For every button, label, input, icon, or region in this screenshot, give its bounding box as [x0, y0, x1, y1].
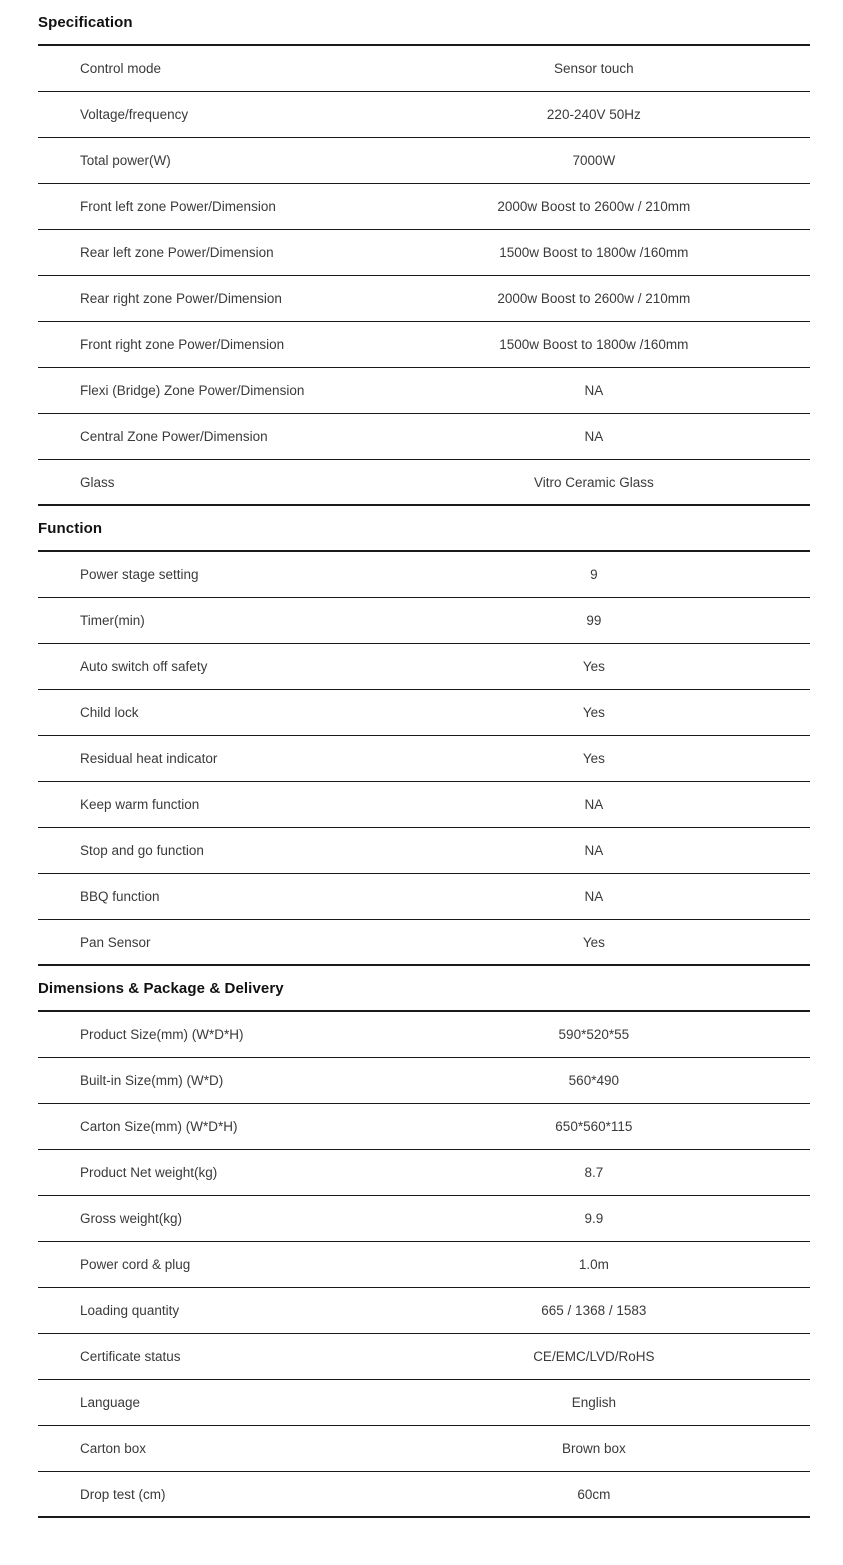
- row-value: 99: [586, 613, 602, 628]
- row-value: 2000w Boost to 2600w / 210mm: [497, 199, 691, 214]
- spec-row: [38, 322, 810, 368]
- spec-row: [38, 1242, 810, 1288]
- row-label: Pan Sensor: [80, 934, 151, 950]
- row-value: NA: [584, 843, 604, 858]
- spec-row: [38, 874, 810, 920]
- spec-row: [38, 184, 810, 230]
- row-label: Central Zone Power/Dimension: [80, 429, 268, 444]
- row-value: 9.9: [584, 1211, 604, 1226]
- spec-row: [38, 782, 810, 828]
- row-label: Control mode: [80, 61, 162, 76]
- row-label: Total power(W): [80, 153, 171, 168]
- row-value: CE/EMC/LVD/RoHS: [533, 1349, 655, 1364]
- section-title: Specification: [38, 13, 133, 31]
- row-value: 60cm: [577, 1486, 611, 1502]
- spec-row: [38, 92, 810, 138]
- row-label: Carton box: [80, 1441, 147, 1456]
- row-label: Carton Size(mm) (W*D*H): [80, 1119, 238, 1134]
- row-label: Stop and go function: [80, 843, 204, 858]
- spec-row: [38, 1380, 810, 1426]
- row-value: 220-240V 50Hz: [546, 107, 641, 122]
- row-value: 9: [590, 567, 598, 582]
- row-value: 665 / 1368 / 1583: [541, 1303, 647, 1318]
- row-value: Sensor touch: [554, 61, 634, 76]
- row-label: Child lock: [80, 705, 139, 720]
- row-label: Rear right zone Power/Dimension: [80, 291, 282, 306]
- section-header: [38, 0, 810, 46]
- spec-row: [38, 690, 810, 736]
- row-value: 650*560*115: [555, 1119, 633, 1134]
- spec-row: [38, 460, 810, 506]
- spec-row: [38, 138, 810, 184]
- spec-row: [38, 1334, 810, 1380]
- row-label: Gross weight(kg): [80, 1211, 183, 1226]
- row-label: Drop test (cm): [80, 1486, 166, 1502]
- spec-row: [38, 1472, 810, 1518]
- spec-row: [38, 644, 810, 690]
- row-value: Yes: [582, 659, 605, 674]
- spec-row: [38, 736, 810, 782]
- row-label: Rear left zone Power/Dimension: [80, 245, 274, 260]
- row-label: Built-in Size(mm) (W*D): [80, 1073, 224, 1088]
- row-label: Voltage/frequency: [80, 107, 189, 122]
- spec-row: [38, 276, 810, 322]
- row-label: Loading quantity: [80, 1303, 180, 1318]
- row-value: Yes: [582, 705, 605, 720]
- spec-row: [38, 1150, 810, 1196]
- row-label: Language: [80, 1395, 141, 1410]
- row-value: 7000W: [572, 153, 616, 168]
- row-label: Front left zone Power/Dimension: [80, 199, 276, 214]
- spec-row: [38, 1012, 810, 1058]
- spec-row: [38, 230, 810, 276]
- spec-row: [38, 598, 810, 644]
- row-value: Vitro Ceramic Glass: [533, 474, 654, 490]
- row-value: 1500w Boost to 1800w /160mm: [499, 337, 689, 352]
- row-value: 1.0m: [578, 1257, 609, 1272]
- row-value: 2000w Boost to 2600w / 210mm: [497, 291, 691, 306]
- row-value: 1500w Boost to 1800w /160mm: [499, 245, 689, 260]
- row-value: 590*520*55: [558, 1027, 630, 1042]
- row-label: Certificate status: [80, 1349, 181, 1364]
- row-label: Power cord & plug: [80, 1257, 191, 1272]
- row-value: 8.7: [584, 1165, 604, 1180]
- row-label: Glass: [80, 474, 115, 490]
- row-label: Residual heat indicator: [80, 751, 218, 766]
- spec-row: [38, 1426, 810, 1472]
- row-label: Product Net weight(kg): [80, 1165, 218, 1180]
- row-label: Flexi (Bridge) Zone Power/Dimension: [80, 383, 305, 398]
- section-header: [38, 966, 810, 1012]
- spec-row: [38, 828, 810, 874]
- spec-row: [38, 1058, 810, 1104]
- row-value: NA: [584, 889, 604, 904]
- row-value: English: [571, 1395, 616, 1410]
- spec-row: [38, 552, 810, 598]
- row-label: Timer(min): [80, 613, 145, 628]
- row-value: NA: [584, 797, 604, 812]
- spec-row: [38, 414, 810, 460]
- section-title: Dimensions & Package & Delivery: [38, 979, 284, 997]
- row-value: NA: [584, 383, 604, 398]
- row-label: Power stage setting: [80, 567, 199, 582]
- row-value: Yes: [582, 934, 605, 950]
- row-value: Brown box: [561, 1441, 626, 1456]
- spec-sheet: [38, 0, 810, 1518]
- spec-row: [38, 1104, 810, 1150]
- spec-row: [38, 46, 810, 92]
- row-value: 560*490: [568, 1073, 619, 1088]
- row-label: BBQ function: [80, 889, 160, 904]
- spec-row: [38, 1288, 810, 1334]
- row-value: NA: [584, 429, 604, 444]
- row-label: Auto switch off safety: [80, 659, 208, 674]
- row-label: Front right zone Power/Dimension: [80, 337, 285, 352]
- section-title: Function: [38, 519, 103, 537]
- row-label: Product Size(mm) (W*D*H): [80, 1027, 244, 1042]
- row-value: Yes: [582, 751, 605, 766]
- spec-row: [38, 368, 810, 414]
- row-label: Keep warm function: [80, 797, 200, 812]
- section-header: [38, 506, 810, 552]
- spec-row: [38, 920, 810, 966]
- spec-row: [38, 1196, 810, 1242]
